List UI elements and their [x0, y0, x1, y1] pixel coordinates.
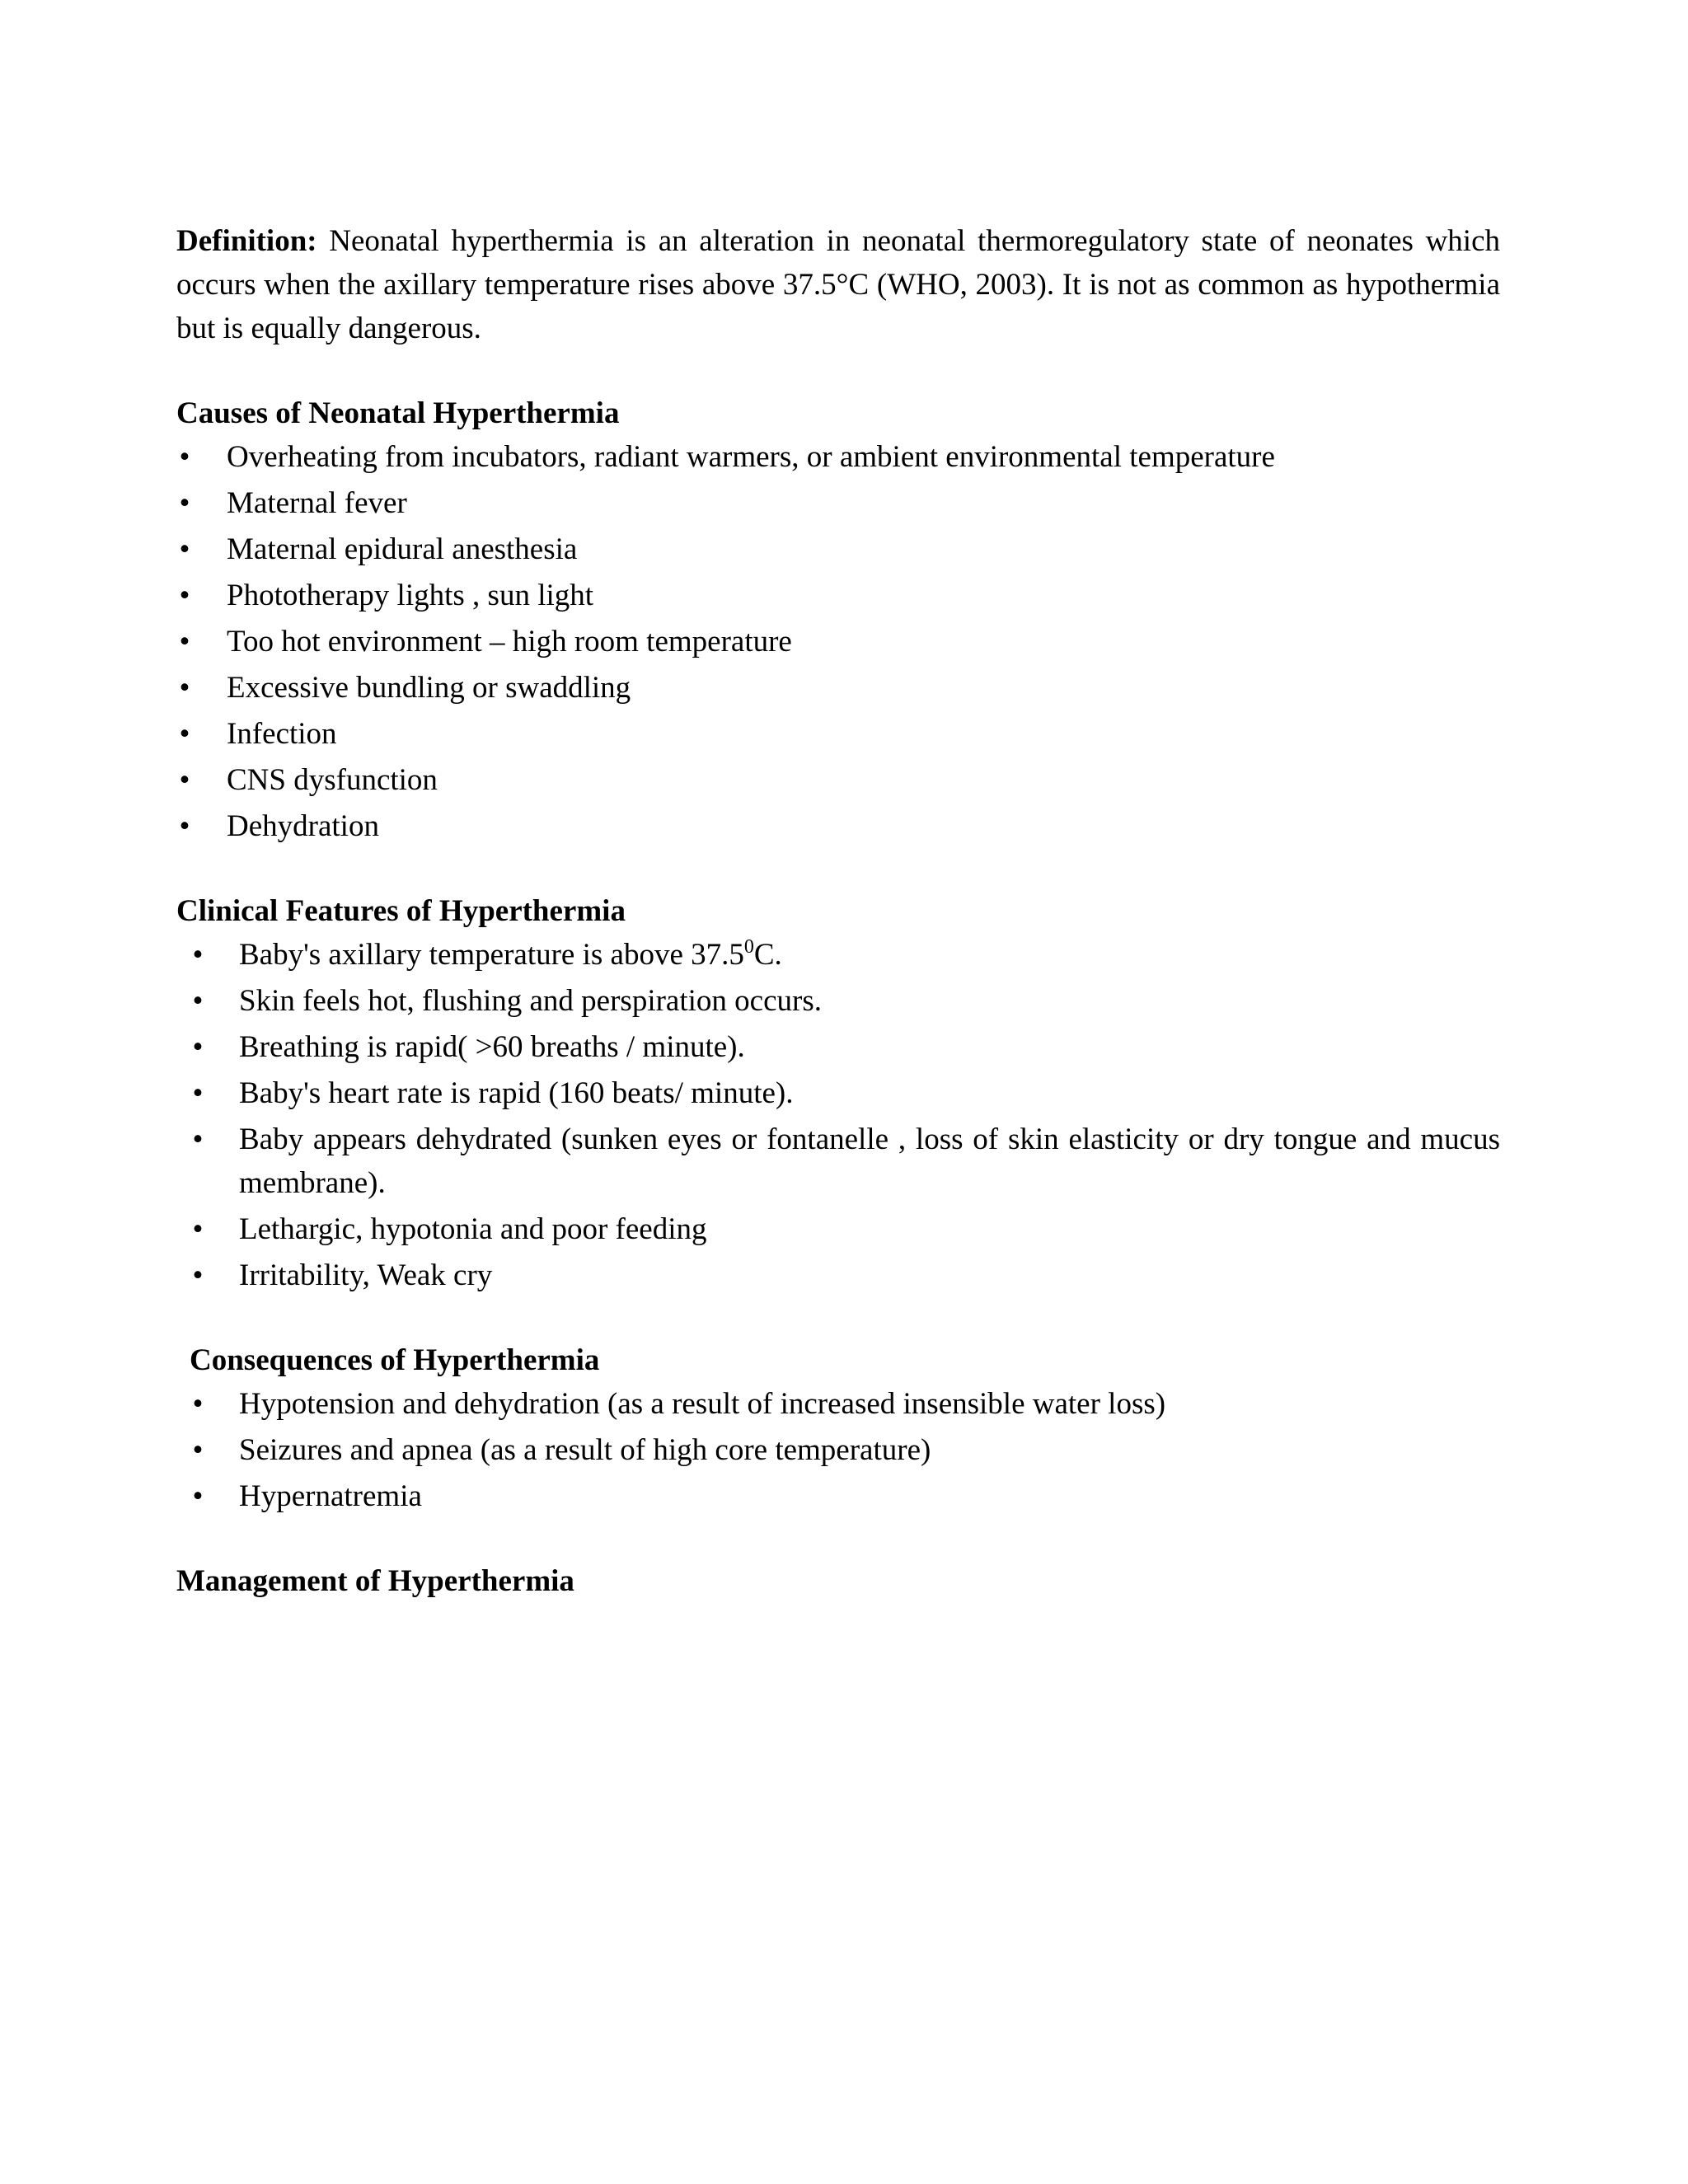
definition-term: Definition:: [176, 224, 317, 258]
list-item: [176, 527, 1500, 571]
list-item: [176, 1118, 1500, 1205]
list-item-text: Skin feels hot, flushing and perspiration occurs.: [239, 984, 822, 1018]
list-item: [176, 666, 1500, 710]
list-item: [176, 1254, 1500, 1297]
bullet-icon: •: [192, 1433, 204, 1467]
list-item: [176, 804, 1500, 848]
bullet-icon: •: [192, 1030, 204, 1064]
bullet-icon: •: [192, 1076, 204, 1110]
list-item-text: CNS dysfunction: [227, 763, 438, 797]
list-item: [176, 1025, 1500, 1069]
bullet-icon: •: [179, 625, 190, 658]
list-item: [176, 933, 1500, 977]
bullet-icon: •: [179, 763, 190, 797]
bullet-icon: •: [179, 486, 190, 520]
list-item: [176, 758, 1500, 802]
list-item-text: Dehydration: [227, 809, 379, 843]
list-item: [176, 1382, 1500, 1426]
bullet-icon: •: [192, 984, 204, 1018]
bullet-icon: •: [192, 1212, 204, 1246]
list-item: [176, 712, 1500, 756]
list-item: [176, 1071, 1500, 1115]
list-item: [176, 620, 1500, 663]
list-item: [176, 979, 1500, 1023]
list-item-text: Maternal epidural anesthesia: [227, 532, 578, 566]
list-item-text: Breathing is rapid( >60 breaths / minute).: [239, 1030, 745, 1064]
list-item-text: Hypernatremia: [239, 1479, 422, 1513]
definition-text: Neonatal hyperthermia is an alteration in neonatal thermoregulatory state of neonates which occurs when the axillary temperature rises above 37.5°C (WHO, 2003). It is not as common as hypothermia but is equally dangerous.: [176, 224, 1500, 345]
bullet-icon: •: [192, 1258, 204, 1292]
document-page: [176, 219, 1500, 1603]
list-item-text: Baby's heart rate is rapid (160 beats/ minute).: [239, 1076, 794, 1110]
management-heading: Management of Hyperthermia: [176, 1564, 574, 1598]
definition-paragraph: [176, 219, 1500, 350]
list-item-text: Overheating from incubators, radiant warmers, or ambient environmental temperature: [227, 440, 1275, 474]
list-item-text: Baby's axillary temperature is above 37.5: [239, 938, 744, 972]
bullet-icon: •: [192, 1122, 204, 1156]
list-item: [176, 435, 1500, 479]
list-item-text: Lethargic, hypotonia and poor feeding: [239, 1212, 707, 1246]
list-item-text: Infection: [227, 717, 337, 751]
list-item: [176, 1207, 1500, 1251]
consequences-list: [176, 1382, 1500, 1518]
list-item-text: Irritability, Weak cry: [239, 1258, 493, 1292]
list-item-text: Maternal fever: [227, 486, 407, 520]
list-item-text: Excessive bundling or swaddling: [227, 671, 631, 705]
bullet-icon: •: [179, 440, 190, 474]
list-item-text: Seizures and apnea (as a result of high core temperature): [239, 1433, 931, 1467]
list-item: [176, 574, 1500, 617]
list-item-text: Phototherapy lights , sun light: [227, 579, 594, 612]
bullet-icon: •: [192, 1479, 204, 1513]
list-item: [176, 1428, 1500, 1472]
list-item-text: Baby appears dehydrated (sunken eyes or fontanelle , loss of skin elasticity or dry tongue and mucus membrane).: [239, 1122, 1500, 1200]
degree-superscript: 0: [743, 936, 754, 958]
causes-list: [176, 435, 1500, 848]
clinical-features-list: [176, 933, 1500, 1297]
bullet-icon: •: [192, 1387, 204, 1421]
bullet-icon: •: [179, 532, 190, 566]
clinical-features-heading: Clinical Features of Hyperthermia: [176, 894, 626, 928]
consequences-heading: Consequences of Hyperthermia: [190, 1343, 600, 1377]
list-item-text: Hypotension and dehydration (as a result of increased insensible water loss): [239, 1387, 1166, 1421]
bullet-icon: •: [179, 671, 190, 705]
list-item: [176, 481, 1500, 525]
list-item-text-suffix: C.: [753, 938, 782, 972]
bullet-icon: •: [192, 938, 204, 972]
bullet-icon: •: [179, 809, 190, 843]
list-item-text: Too hot environment – high room temperature: [227, 625, 792, 658]
causes-heading: Causes of Neonatal Hyperthermia: [176, 396, 620, 430]
bullet-icon: •: [179, 717, 190, 751]
list-item: [176, 1474, 1500, 1518]
bullet-icon: •: [179, 579, 190, 612]
